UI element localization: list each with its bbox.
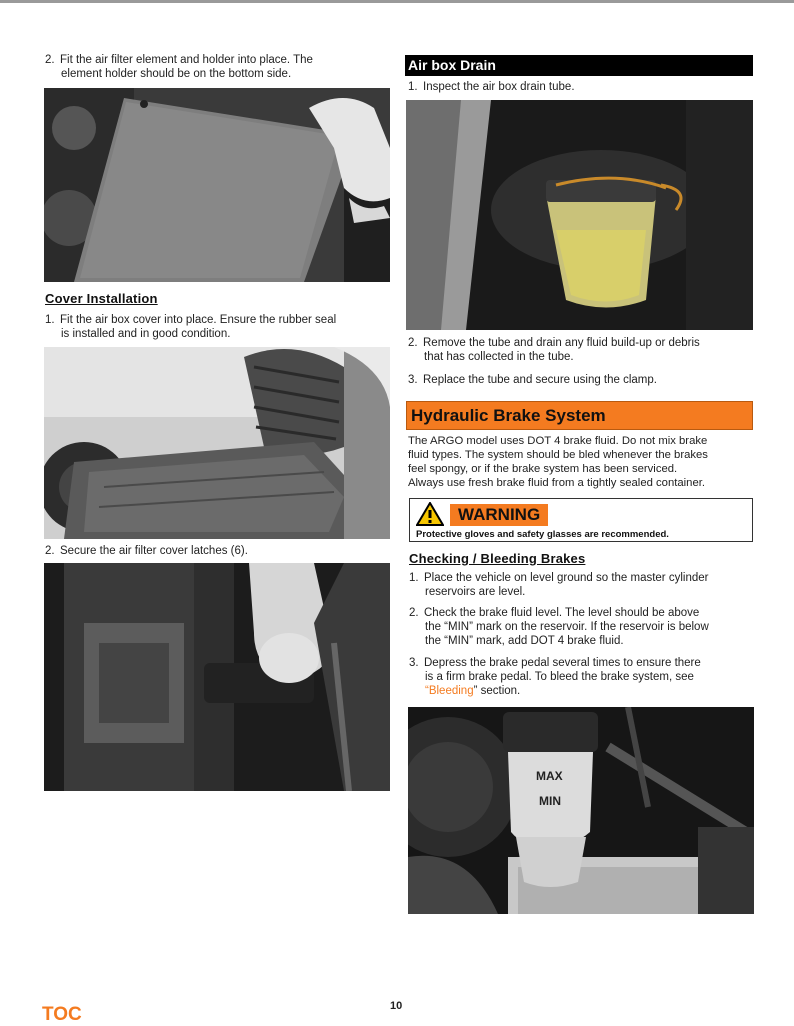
step-number: 1.	[45, 314, 55, 326]
paragraph-line: fluid types. The system should be bled whenever the brakes	[408, 449, 708, 461]
hydraulic-brake-heading: Hydraulic Brake System	[406, 401, 753, 430]
step-text-tail: ” section.	[473, 685, 521, 697]
air-box-drain-heading: Air box Drain	[405, 55, 753, 76]
step-text-line1: Fit the air box cover into place. Ensure the rubber seal	[60, 314, 337, 326]
step-secure-latches	[45, 544, 395, 558]
step-number: 3.	[409, 657, 419, 669]
top-rule	[0, 0, 794, 3]
step-text-line3	[409, 684, 754, 698]
step-text-line1: Remove the tube and drain any fluid build-up or debris	[423, 337, 700, 349]
page-number: 10	[390, 1000, 403, 1012]
step-level-ground	[409, 571, 754, 599]
step-check-fluid	[409, 606, 754, 648]
warning-label: WARNING	[450, 504, 548, 526]
paragraph-line: The ARGO model uses DOT 4 brake fluid. Do not mix brake	[408, 435, 708, 447]
step-inspect-tube	[408, 80, 753, 94]
step-text-line1: Depress the brake pedal several times to ensure there	[424, 657, 701, 669]
step-text-line2: element holder should be on the bottom side.	[61, 68, 292, 80]
step-text-line2: the “MIN” mark on the reservoir. If the reservoir is below	[425, 621, 709, 633]
step-text-line1: Inspect the air box drain tube.	[423, 81, 575, 93]
step-replace-tube	[408, 373, 753, 387]
step-text-line2: that has collected in the tube.	[424, 351, 574, 363]
checking-bleeding-heading: Checking / Bleeding Brakes	[409, 551, 586, 566]
step-number: 2.	[409, 607, 419, 619]
step-text-line2: is installed and in good condition.	[61, 328, 231, 340]
step-text-line2: is a firm brake pedal. To bleed the brake system, see	[425, 671, 694, 683]
step-remove-tube	[408, 336, 753, 364]
warning-text: Protective gloves and safety glasses are recommended.	[416, 529, 669, 540]
photo-air-box-cover	[44, 347, 390, 539]
step-text-line1: Check the brake fluid level. The level should be above	[424, 607, 700, 619]
step-text-line2: reservoirs are level.	[425, 586, 526, 598]
step-number: 2.	[45, 545, 55, 557]
paragraph-line: Always use fresh brake fluid from a tightly sealed container.	[408, 477, 706, 489]
photo-cover-latch	[44, 563, 390, 791]
step-number: 1.	[408, 81, 418, 93]
step-fit-filter	[45, 53, 395, 81]
cover-installation-heading: Cover Installation	[45, 291, 158, 306]
step-text-line3: the “MIN” mark, add DOT 4 brake fluid.	[425, 635, 624, 647]
step-fit-cover	[45, 313, 395, 341]
warning-triangle-icon	[416, 502, 444, 526]
reservoir-max-mark: MAX	[536, 769, 563, 783]
paragraph-line: feel spongy, or if the brake system has been serviced.	[408, 463, 678, 475]
step-text-line1: Secure the air filter cover latches (6).	[60, 545, 248, 557]
photo-drain-tube	[406, 100, 753, 330]
step-number: 2.	[45, 54, 55, 66]
reservoir-min-mark: MIN	[539, 794, 561, 808]
photo-brake-reservoir	[408, 707, 754, 914]
step-depress-pedal	[409, 656, 754, 698]
toc-link[interactable]: TOC	[42, 1004, 82, 1025]
step-number: 3.	[408, 374, 418, 386]
step-text-line1: Fit the air filter element and holder into place. The	[60, 54, 313, 66]
photo-air-filter-element	[44, 88, 390, 282]
bleeding-link[interactable]: “Bleeding	[425, 685, 474, 697]
step-text-line1: Replace the tube and secure using the clamp.	[423, 374, 657, 386]
hydraulic-paragraph	[408, 434, 758, 490]
step-text-line1: Place the vehicle on level ground so the master cylinder	[424, 572, 709, 584]
step-number: 2.	[408, 337, 418, 349]
warning-box	[409, 498, 753, 542]
step-number: 1.	[409, 572, 419, 584]
